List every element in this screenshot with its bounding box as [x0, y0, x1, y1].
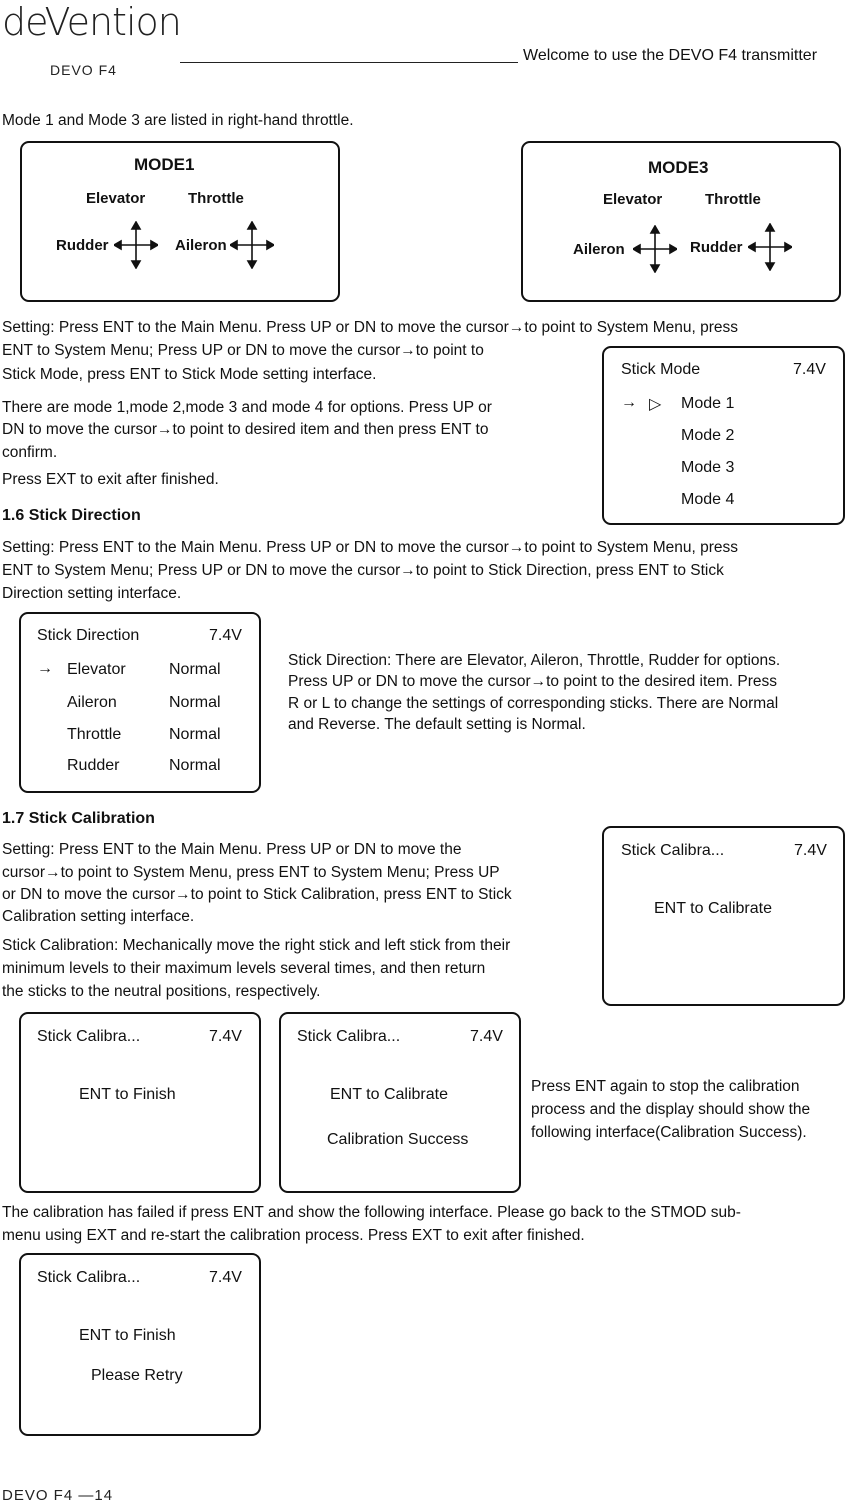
calibration-desc-line: Stick Calibration: Mechanically move the right stick and left stick from their	[2, 937, 511, 954]
brand-logo: deVention	[2, 0, 181, 44]
battery-voltage: 7.4V	[470, 1028, 503, 1045]
calibration-again-line: process and the display should show the	[531, 1101, 811, 1118]
stick-direction-desc-line: Press UP or DN to move the cursor→to point to the desired item. Press	[288, 673, 778, 690]
logo-subtitle: DEVO F4	[50, 62, 117, 78]
mode1-rudder-label: Rudder	[56, 237, 109, 254]
mode1-title: MODE1	[134, 155, 195, 174]
calibration-setting-line: cursor→to point to System Menu, press ENT to System Menu; Press UP	[2, 864, 500, 881]
section-heading: 1.7 Stick Calibration	[2, 810, 155, 827]
calibration-desc-line: the sticks to the neutral positions, respectively.	[2, 983, 321, 1000]
screen-title: Stick Mode	[621, 361, 701, 378]
mode-option: Mode 4	[681, 491, 735, 508]
section-heading: 1.6 Stick Direction	[2, 507, 141, 524]
selection-triangle-icon: ▷	[649, 396, 662, 413]
stick-direction-desc-line: Stick Direction: There are Elevator, Aileron, Throttle, Rudder for options.	[288, 652, 781, 669]
battery-voltage: 7.4V	[793, 361, 826, 378]
stick-direction-setting-line: ENT to System Menu; Press UP or DN to move the cursor→to point to Stick Direction, press ENT to Stick	[2, 562, 724, 579]
calibration-again-line: following interface(Calibration Success).	[531, 1124, 807, 1141]
success-screen	[279, 1012, 521, 1193]
stick-direction-screen	[19, 612, 261, 793]
mode3-diagram	[521, 141, 841, 302]
retry-screen	[19, 1253, 261, 1436]
intro-text: Mode 1 and Mode 3 are listed in right-hand throttle.	[2, 112, 354, 129]
screen-instruction: ENT to Finish	[79, 1086, 176, 1103]
screen-status: Calibration Success	[327, 1131, 469, 1148]
calibration-failed-line: menu using EXT and re-start the calibration process. Press EXT to exit after finished.	[2, 1227, 585, 1244]
screen-title: Stick Calibra...	[297, 1028, 401, 1045]
stick-mode-options-line: DN to move the cursor→to point to desired item and then press ENT to	[2, 421, 489, 438]
mode3-title: MODE3	[648, 158, 709, 177]
page-footer: DEVO F4 —14	[2, 1487, 114, 1504]
direction-item-name: Throttle	[67, 726, 122, 743]
mode-option: Mode 1	[681, 395, 735, 412]
mode1-elevator-label: Elevator	[86, 190, 146, 207]
battery-voltage: 7.4V	[209, 627, 242, 644]
stick-direction-setting-line: Direction setting interface.	[2, 585, 182, 602]
screen-title: Stick Calibra...	[621, 842, 725, 859]
mode3-elevator-label: Elevator	[603, 191, 663, 208]
battery-voltage: 7.4V	[209, 1269, 242, 1286]
mode3-rudder-label: Rudder	[690, 239, 743, 256]
calibration-setting-line: Calibration setting interface.	[2, 908, 195, 925]
stick-direction-desc-line: and Reverse. The default setting is Normal.	[288, 716, 586, 733]
direction-item-name: Elevator	[67, 661, 126, 678]
mode1-diagram	[20, 141, 340, 302]
cursor-arrow-icon: →	[37, 660, 53, 677]
calibration-desc-line: minimum levels to their maximum levels several times, and then return	[2, 960, 486, 977]
direction-item-value: Normal	[169, 694, 221, 711]
direction-item-value: Normal	[169, 757, 221, 774]
stick-mode-setting-line: ENT to System Menu; Press UP or DN to move the cursor→to point to	[2, 342, 484, 359]
screen-title: Stick Calibra...	[37, 1028, 141, 1045]
finish-screen	[19, 1012, 261, 1193]
screen-status: Please Retry	[91, 1367, 183, 1384]
direction-item-value: Normal	[169, 726, 221, 743]
stick-direction-desc-line: R or L to change the settings of corresponding sticks. There are Normal	[288, 695, 779, 712]
screen-instruction: ENT to Calibrate	[654, 900, 772, 917]
left-stick-cross-icon	[114, 221, 158, 269]
stick-mode-setting-line: Stick Mode, press ENT to Stick Mode setting interface.	[2, 366, 377, 383]
screen-title: Stick Calibra...	[37, 1269, 141, 1286]
mode3-aileron-label: Aileron	[573, 241, 625, 258]
left-stick-cross-icon	[633, 225, 677, 273]
header-title: Welcome to use the DEVO F4 transmitter	[523, 47, 818, 64]
calibration-again-line: Press ENT again to stop the calibration	[531, 1078, 800, 1095]
stick-direction-setting-line: Setting: Press ENT to the Main Menu. Press UP or DN to move the cursor→to point to System Menu, press	[2, 539, 738, 556]
battery-voltage: 7.4V	[209, 1028, 242, 1045]
screen-instruction: ENT to Finish	[79, 1327, 176, 1344]
mode1-aileron-label: Aileron	[175, 237, 227, 254]
calibration-setting-line: or DN to move the cursor→to point to Stick Calibration, press ENT to Stick	[2, 886, 512, 903]
cursor-arrow-icon: →	[621, 394, 637, 411]
mode-option: Mode 3	[681, 459, 735, 476]
mode1-throttle-label: Throttle	[188, 190, 244, 207]
stick-mode-screen	[602, 346, 845, 525]
calibrate-screen	[602, 826, 845, 1006]
mode3-throttle-label: Throttle	[705, 191, 761, 208]
stick-mode-setting-line: Setting: Press ENT to the Main Menu. Press UP or DN to move the cursor→to point to System Menu, press	[2, 319, 738, 336]
calibration-setting-line: Setting: Press ENT to the Main Menu. Press UP or DN to move the	[2, 841, 462, 858]
stick-mode-options-line: There are mode 1,mode 2,mode 3 and mode 4 for options. Press UP or	[2, 399, 492, 416]
stick-mode-exit-line: Press EXT to exit after finished.	[2, 471, 219, 488]
mode-option: Mode 2	[681, 427, 735, 444]
right-stick-cross-icon	[748, 223, 792, 271]
calibration-failed-line: The calibration has failed if press ENT and show the following interface. Please go back to the STMOD sub-	[2, 1204, 741, 1221]
header-rule	[180, 62, 518, 63]
right-stick-cross-icon	[230, 221, 274, 269]
screen-title: Stick Direction	[37, 627, 140, 644]
stick-mode-options-line: confirm.	[2, 444, 58, 461]
direction-item-name: Rudder	[67, 757, 120, 774]
direction-item-name: Aileron	[67, 694, 117, 711]
battery-voltage: 7.4V	[794, 842, 827, 859]
screen-instruction: ENT to Calibrate	[330, 1086, 448, 1103]
direction-item-value: Normal	[169, 661, 221, 678]
